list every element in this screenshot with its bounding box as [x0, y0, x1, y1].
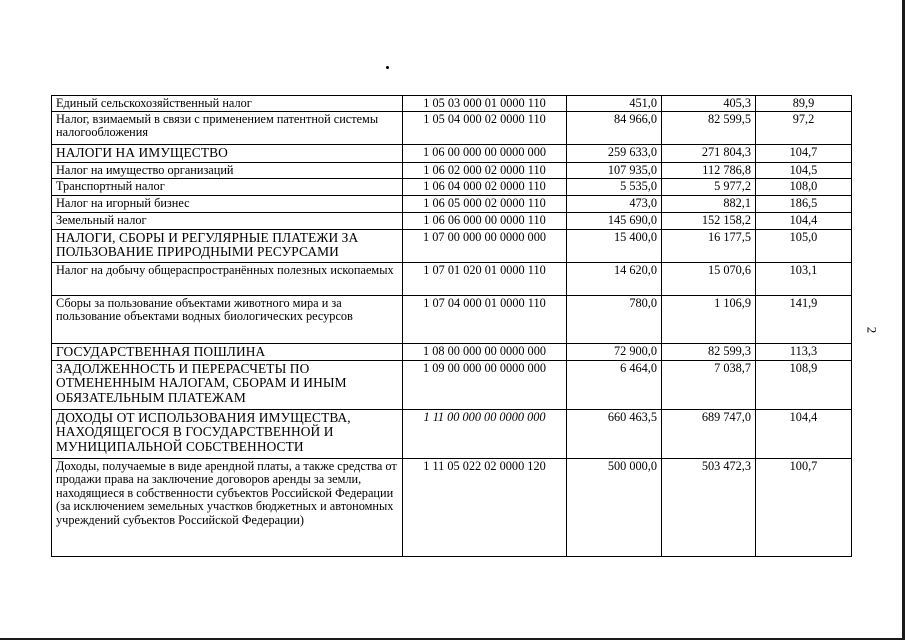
- table-row: [52, 111, 852, 144]
- page-number: 2: [864, 326, 880, 334]
- row-code: 1 06 02 000 02 0000 110: [403, 162, 567, 178]
- row-code: 1 11 05 022 02 0000 120: [403, 458, 567, 556]
- row-plan: 72 900,0: [567, 343, 662, 360]
- row-code: 1 05 04 000 02 0000 110: [403, 111, 567, 144]
- row-code: 1 06 04 000 02 0000 110: [403, 178, 567, 195]
- row-fact: 271 804,3: [662, 144, 756, 162]
- row-name: Доходы, получаемые в виде арендной платы, а также средства от продажи права на заключение договоров аренды за земли, находящиеся в собственности субъектов Российской Федерации (за исключением земельных участков бюджетных и автономных учреждений субъектов Российской Федерации): [52, 458, 403, 556]
- row-fact: 882,1: [662, 195, 756, 212]
- row-name: Земельный налог: [52, 212, 403, 229]
- row-percent: 104,4: [756, 212, 852, 229]
- table-row: [52, 409, 852, 458]
- row-percent: 104,7: [756, 144, 852, 162]
- row-name: Налог на добычу общераспространённых полезных ископаемых: [52, 262, 403, 295]
- row-percent: 141,9: [756, 295, 852, 343]
- row-fact: 405,3: [662, 96, 756, 112]
- row-percent: 104,4: [756, 409, 852, 458]
- row-code: 1 05 03 000 01 0000 110: [403, 96, 567, 112]
- row-plan: 107 935,0: [567, 162, 662, 178]
- row-fact: 7 038,7: [662, 360, 756, 409]
- table-row: [52, 229, 852, 262]
- row-plan: 500 000,0: [567, 458, 662, 556]
- row-fact: 1 106,9: [662, 295, 756, 343]
- row-name: Сборы за пользование объектами животного мира и за пользование объектами водных биологических ресурсов: [52, 295, 403, 343]
- row-name: Налог, взимаемый в связи с применением патентной системы налогообложения: [52, 111, 403, 144]
- row-code: 1 06 06 000 00 0000 110: [403, 212, 567, 229]
- row-name: ДОХОДЫ ОТ ИСПОЛЬЗОВАНИЯ ИМУЩЕСТВА, НАХОДЯЩЕГОСЯ В ГОСУДАРСТВЕННОЙ И МУНИЦИПАЛЬНОЙ СОБСТВЕННОСТИ: [52, 409, 403, 458]
- row-code: 1 08 00 000 00 0000 000: [403, 343, 567, 360]
- row-code: 1 09 00 000 00 0000 000: [403, 360, 567, 409]
- row-name: НАЛОГИ НА ИМУЩЕСТВО: [52, 144, 403, 162]
- row-name: Транспортный налог: [52, 178, 403, 195]
- table-row: [52, 360, 852, 409]
- row-percent: 89,9: [756, 96, 852, 112]
- row-code: 1 06 00 000 00 0000 000: [403, 144, 567, 162]
- row-percent: 113,3: [756, 343, 852, 360]
- row-fact: 82 599,3: [662, 343, 756, 360]
- row-code: 1 07 04 000 01 0000 110: [403, 295, 567, 343]
- row-percent: 97,2: [756, 111, 852, 144]
- row-plan: 473,0: [567, 195, 662, 212]
- row-name: ЗАДОЛЖЕННОСТЬ И ПЕРЕРАСЧЕТЫ ПО ОТМЕНЕННЫМ НАЛОГАМ, СБОРАМ И ИНЫМ ОБЯЗАТЕЛЬНЫМ ПЛАТЕЖАМ: [52, 360, 403, 409]
- table-row: [52, 458, 852, 556]
- row-fact: 152 158,2: [662, 212, 756, 229]
- row-plan: 259 633,0: [567, 144, 662, 162]
- row-percent: 104,5: [756, 162, 852, 178]
- table-row: [52, 212, 852, 229]
- table-row: [52, 162, 852, 178]
- budget-revenue-table: [51, 95, 852, 557]
- row-plan: 14 620,0: [567, 262, 662, 295]
- row-fact: 15 070,6: [662, 262, 756, 295]
- row-plan: 84 966,0: [567, 111, 662, 144]
- row-plan: 145 690,0: [567, 212, 662, 229]
- table-row: [52, 195, 852, 212]
- table-row: [52, 262, 852, 295]
- row-percent: 186,5: [756, 195, 852, 212]
- row-name: Единый сельскохозяйственный налог: [52, 96, 403, 112]
- row-fact: 503 472,3: [662, 458, 756, 556]
- row-percent: 103,1: [756, 262, 852, 295]
- row-name: НАЛОГИ, СБОРЫ И РЕГУЛЯРНЫЕ ПЛАТЕЖИ ЗА ПОЛЬЗОВАНИЕ ПРИРОДНЫМИ РЕСУРСАМИ: [52, 229, 403, 262]
- scan-speck: [386, 66, 389, 69]
- row-plan: 6 464,0: [567, 360, 662, 409]
- row-fact: 5 977,2: [662, 178, 756, 195]
- row-name: Налог на имущество организаций: [52, 162, 403, 178]
- row-code: 1 07 01 020 01 0000 110: [403, 262, 567, 295]
- row-code: 1 06 05 000 02 0000 110: [403, 195, 567, 212]
- row-percent: 105,0: [756, 229, 852, 262]
- row-fact: 689 747,0: [662, 409, 756, 458]
- row-plan: 780,0: [567, 295, 662, 343]
- row-percent: 108,0: [756, 178, 852, 195]
- row-fact: 82 599,5: [662, 111, 756, 144]
- row-percent: 108,9: [756, 360, 852, 409]
- table-row: [52, 96, 852, 112]
- row-code: 1 07 00 000 00 0000 000: [403, 229, 567, 262]
- row-fact: 112 786,8: [662, 162, 756, 178]
- table-row: [52, 144, 852, 162]
- row-name: Налог на игорный бизнес: [52, 195, 403, 212]
- table-row: [52, 295, 852, 343]
- row-name: ГОСУДАРСТВЕННАЯ ПОШЛИНА: [52, 343, 403, 360]
- table-row: [52, 178, 852, 195]
- row-plan: 5 535,0: [567, 178, 662, 195]
- row-percent: 100,7: [756, 458, 852, 556]
- table-row: [52, 343, 852, 360]
- row-plan: 15 400,0: [567, 229, 662, 262]
- row-code: 1 11 00 000 00 0000 000: [403, 409, 567, 458]
- row-plan: 451,0: [567, 96, 662, 112]
- row-fact: 16 177,5: [662, 229, 756, 262]
- row-plan: 660 463,5: [567, 409, 662, 458]
